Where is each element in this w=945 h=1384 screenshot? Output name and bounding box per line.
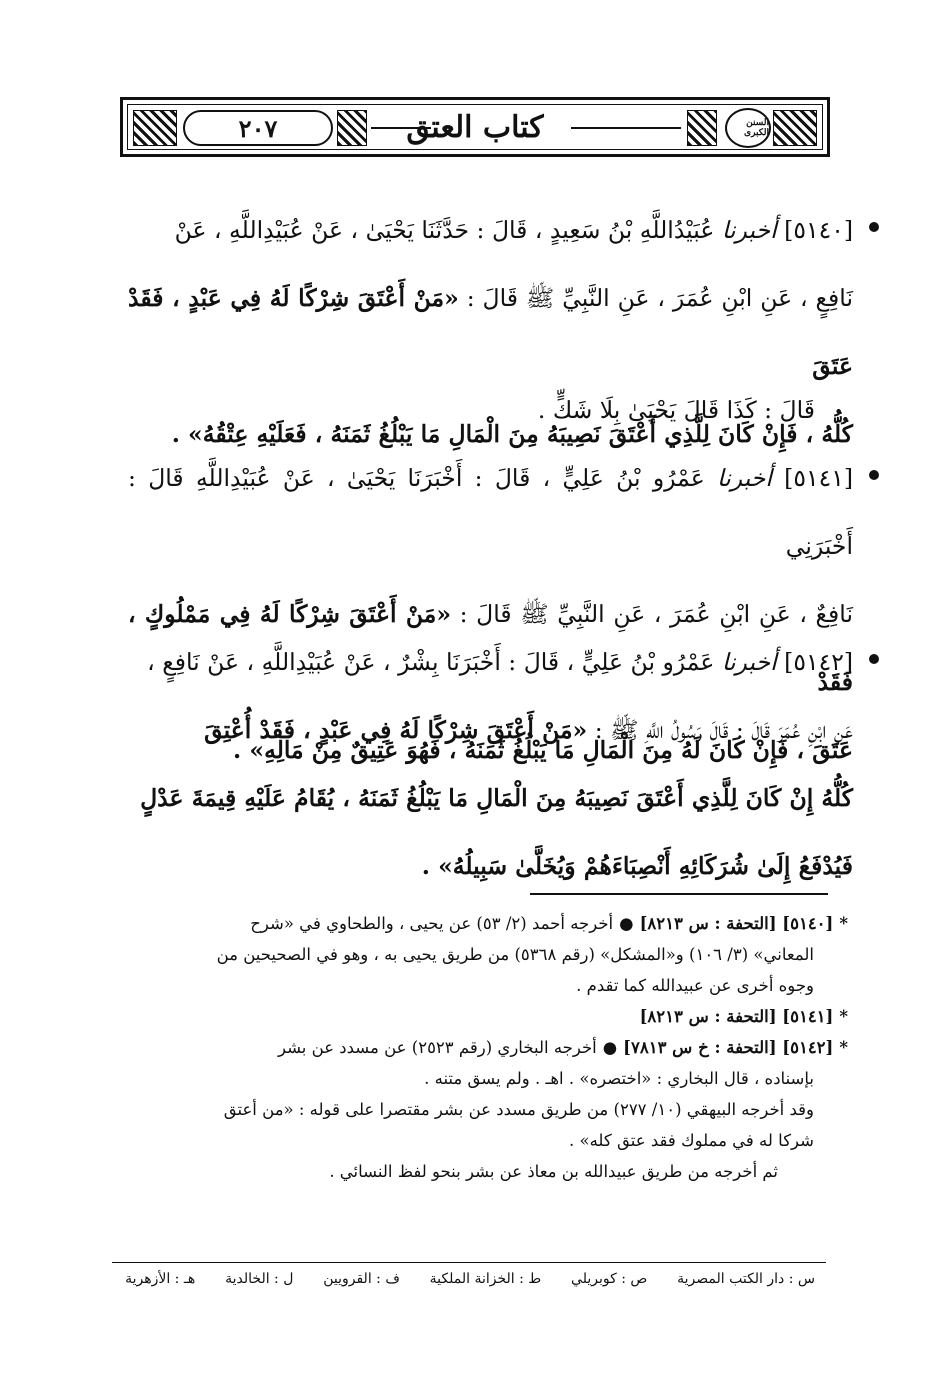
publisher-emblem: السنن الكبرى: [725, 108, 771, 148]
hadith-number: [٥١٤٠]: [784, 216, 853, 244]
ornament-left: [133, 110, 177, 146]
isnad-text: عَمْرُو بْنُ عَلِيٍّ ، قَالَ : أَخْبَرَنَا بِشْرٌ ، عَنْ عُبَيْدِاللَّهِ ، عَنْ نَافِعٍ ،: [147, 648, 722, 676]
footnote-ref: [٥١٤٠] [التحفة : س ٨٢١٣]: [639, 914, 834, 933]
footnote-bullet: ●: [602, 1038, 618, 1057]
hadith-line: [128, 832, 853, 900]
matn-text: «مَنْ أَعْتَقَ شِرْكًا لَهُ فِي مَمْلُوكٍ ، فَقَدْ: [128, 600, 853, 696]
sigla-separator: [112, 1262, 826, 1263]
isnad-text: عَنِ ابْنِ عُمَرَ قَالَ : قَالَ رَسُولُ اللَّهِ ﷺ :: [587, 716, 853, 744]
hadith-number: [٥١٤٢]: [784, 648, 853, 676]
bullet-icon: [869, 222, 879, 232]
matn-text: عَتَقَ ، فَإِنْ كَانَ لَهُ مِنَ الْمَالِ مَا يَبْلُغُ ثَمَنَهُ ، فَهُوَ عَتِيقٌ مِنْ مَالِهِ» .: [233, 736, 853, 764]
footnote-line: ثم أخرجه من طريق عبيدالله بن معاذ عن بشر بنحو لفظ النسائي .: [329, 1162, 778, 1181]
footnote-ref: [٥١٤٢] [التحفة : خ س ٧٨١٣]: [623, 1038, 834, 1057]
siglum: ل : الخالدية: [225, 1271, 294, 1287]
matn-text: «مَنْ أَعْتَقَ شِرْكًا لَهُ فِي عَبْدٍ ، فَقَدْ عَتَقَ: [128, 284, 853, 380]
footnote-bullet: ●: [619, 914, 634, 933]
matn-text: «مَنْ أَعْتَقَ شِرْكًا لَهُ فِي عَبْدٍ ، فَقَدْ أُعْتِقَ: [204, 716, 588, 744]
matn-text: كُلُّهُ إِنْ كَانَ لِلَّذِي أَعْتَقَ نَصِيبَهُ مِنَ الْمَالِ مَا يَبْلُغُ ثَمَنَهُ ، يُقَامُ عَلَيْهِ قِيمَةَ عَدْلٍ: [140, 784, 853, 812]
hadith-line: [128, 696, 853, 764]
siglum: ط : الخزانة الملكية: [429, 1271, 542, 1287]
siglum: س : دار الكتب المصرية: [677, 1271, 815, 1287]
footnote-line: وجوه أخرى عن عبيدالله كما تقدم .: [576, 976, 814, 995]
isnad-text: عُبَيْدُاللَّهِ بْنُ سَعِيدٍ ، قَالَ : حَدَّثَنَا يَحْيَىٰ ، عَنْ عُبَيْدِاللَّهِ ، عَنْ: [174, 216, 722, 244]
footnote-line: [118, 1001, 848, 1032]
footnote-line: وقد أخرجه البيهقي (١٠/ ٢٧٧) من طريق مسدد عن بشر مقتصرا على قوله : «من أعتق: [223, 1100, 814, 1119]
footnotes: [118, 908, 848, 1187]
siglum: هـ : الأزهرية: [125, 1271, 196, 1287]
hadith-line: [128, 196, 853, 264]
footnote-line: شركا له في مملوك فقد عتق كله» .: [569, 1131, 814, 1150]
matn-text: فَيُدْفَعُ إِلَىٰ شُرَكَائِهِ أَنْصِبَاءَهُمْ وَيُخَلَّىٰ سَبِيلُهُ» .: [421, 852, 853, 880]
footnote-star: *: [839, 1038, 848, 1057]
siglum: ص : كوبريلي: [571, 1271, 648, 1287]
page-header: [120, 97, 830, 157]
isnad-start: أخبرنا: [721, 216, 777, 244]
isnad-text: نَافِعٌ ، عَنِ ابْنِ عُمَرَ ، عَنِ النَّبِيِّ ﷺ قَالَ :: [451, 600, 853, 628]
matn-text: كُلُّهُ ، فَإِنْ كَانَ لِلَّذِي أَعْتَقَ نَصِيبَهُ مِنَ الْمَالِ مَا يَبْلُغُ ثَمَنَهُ ، فَعَلَيْهِ عِتْقُهُ» .: [171, 420, 853, 448]
hadith-line: [128, 628, 853, 696]
footnote-star: *: [839, 1007, 848, 1026]
page-number: ٢٠٧: [183, 110, 333, 146]
siglum: ف : القرويين: [323, 1271, 400, 1287]
footnote-line: بإسناده ، قال البخاري : «اختصره» . اهـ . ولم يسق متنه .: [424, 1069, 814, 1088]
bullet-icon: [869, 470, 879, 480]
footnote-line: المعاني» (٣/ ١٠٦) و«المشكل» (رقم ٥٣٦٨) من طريق يحيى به ، وهو في الصحيحين من: [216, 945, 814, 964]
footnote-star: *: [839, 914, 848, 933]
isnad-start: أخبرنا: [717, 464, 772, 492]
header-divider-right: [571, 127, 681, 129]
ornament-left-inner: [337, 110, 367, 146]
ornament-right-inner: [687, 110, 717, 146]
isnad-text: عَمْرُو بْنُ عَلِيٍّ ، قَالَ : أَخْبَرَنَا يَحْيَىٰ ، عَنْ عُبَيْدِاللَّهِ قَالَ : أَخْبَرَنِي: [128, 464, 853, 560]
manuscript-sigla: [125, 1268, 815, 1290]
isnad-start: أخبرنا: [721, 648, 777, 676]
footnote-separator: [530, 893, 828, 895]
ornament-right: [773, 110, 817, 146]
hadith-5140-note: قَالَ : كَذَا قَالَ يَحْيَىٰ بِلَا شَكٍّ .: [537, 396, 815, 424]
hadith-line: [128, 764, 853, 832]
footnote-line: [118, 1032, 848, 1063]
book-title: كتاب العتق: [406, 109, 544, 145]
footnote-text: أخرجه أحمد (٢/ ٥٣) عن يحيى ، والطحاوي في «شرح: [250, 914, 614, 933]
hadith-line: [128, 444, 853, 580]
hadith-5142: [128, 628, 853, 900]
footnote-text: أخرجه البخاري (رقم ٢٥٢٣) عن مسدد عن بشر: [277, 1038, 597, 1057]
footnote-line: [118, 908, 848, 939]
bullet-icon: [869, 654, 879, 664]
footnote-ref: [٥١٤١] [التحفة : س ٨٢١٣]: [639, 1007, 834, 1026]
isnad-text: نَافِعٍ ، عَنِ ابْنِ عُمَرَ ، عَنِ النَّبِيِّ ﷺ قَالَ :: [458, 284, 853, 312]
hadith-number: [٥١٤١]: [784, 464, 853, 492]
